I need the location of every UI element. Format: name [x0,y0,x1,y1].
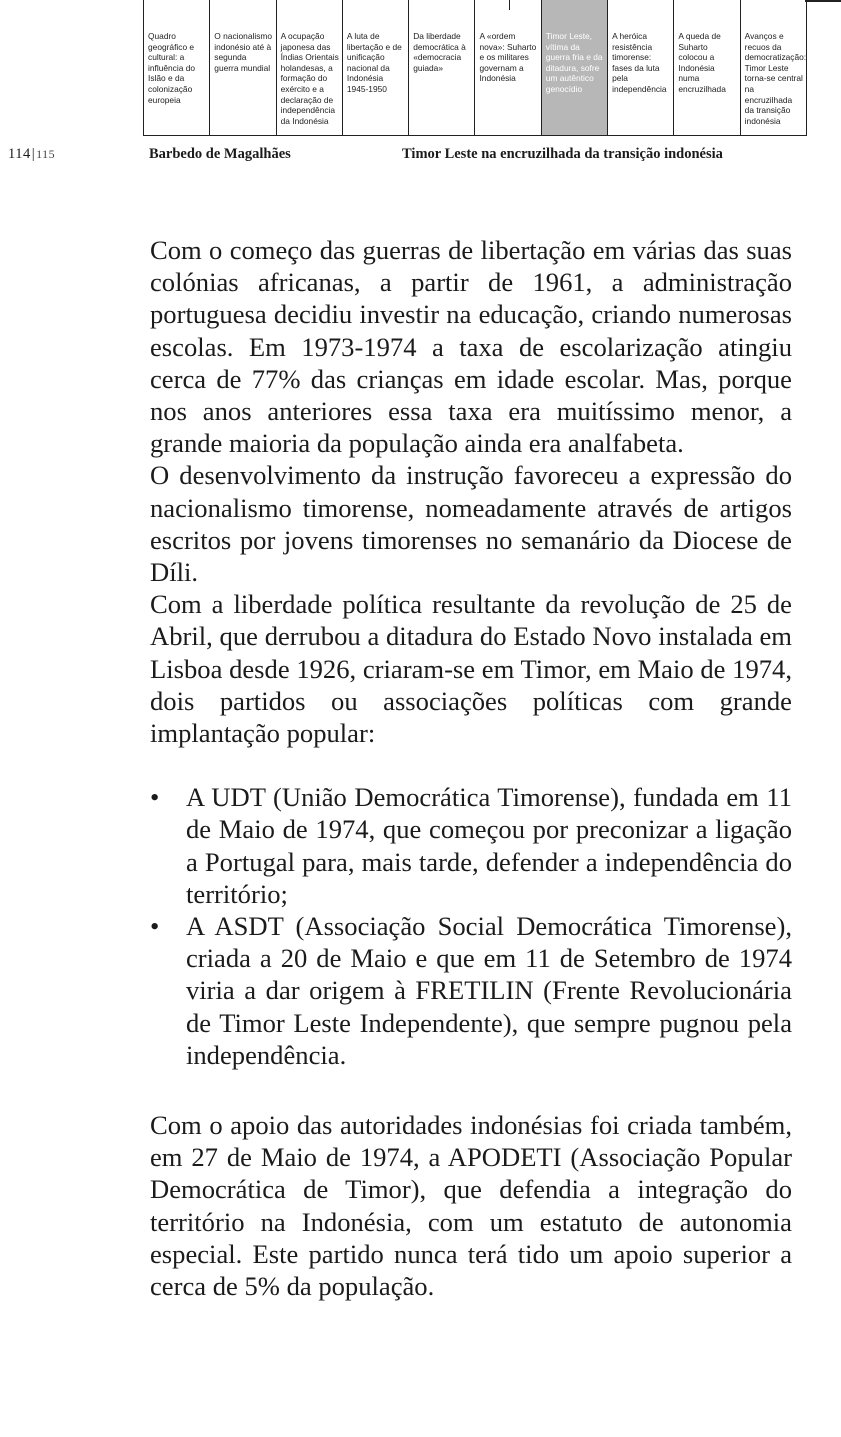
page-number-left: 114 [8,146,31,162]
folio-separator: | [31,146,36,162]
chapter-nav-item: Quadro geográfico e cultural: a influência do Islão e da colonização europeia [143,0,209,135]
bullet-list [150,781,792,1071]
paragraph: Com a liberdade política resultante da revolução de 25 de Abril, que derrubou a ditadura do Estado Novo instalada em Lisboa desde 1926, criaram-se em Timor, em Maio de 1974, dois partidos ou associações políticas com grande implantação popular: [150,589,792,749]
spacer [150,1071,792,1109]
chapter-nav-item: A luta de libertação e de unificação nacional da Indonésia 1945-1950 [342,0,408,135]
chapter-navigation-strip [143,0,807,136]
chapter-nav-item-current: Timor Leste, vítima da guerra fria e da ditadura, sofre um autêntico genocídio [541,0,607,135]
paragraph: Com o começo das guerras de libertação em várias das suas colónias africanas, a partir de 1961, a administração portuguesa decidiu investir na educação, criando numerosas escolas. Em 1973-1974 a taxa de escolarização atingiu cerca de 77% das crianças em idade escolar. Mas, porque nos anos anteriores essa taxa era muitíssimo menor, a grande maioria da população ainda era analfabeta. [150,235,792,459]
page-edge-rule [805,0,841,2]
page-number-right: 115 [36,147,56,161]
bullet-item: • A ASDT (Associação Social Democrática Timorense), criada a 20 de Maio e que em 11 de Setembro de 1974 viria a dar origem à FRETILIN (Frente Revolucionária de Timor Leste Independente), que sempre pugnou pela independência. [150,910,792,1071]
chapter-nav-item: A «ordem nova»: Suharto e os militares governam a Indonésia [474,0,540,135]
book-title: Timor Leste na encruzilhada da transição indonésia [402,146,723,162]
author-name: Barbedo de Magalhães [149,146,291,162]
chapter-nav-item: A queda de Suharto colocou a Indonésia numa encruzilhada [673,0,739,135]
page-numbers [8,146,55,163]
chapter-nav-item: Avanços e recuos da democratização: Timor Leste torna-se central na encruzilhada da transição indonésia [740,0,807,135]
paragraph: O desenvolvimento da instrução favoreceu a expressão do nacionalismo timorense, nomeadamente através de artigos escritos por jovens timorenses no semanário da Diocese de Díli. [150,460,792,588]
chapter-nav-item: O nacionalismo indonésio até à segunda guerra mundial [209,0,275,135]
main-text [150,234,792,1302]
running-head [0,146,841,166]
bullet-item: • A UDT (União Democrática Timorense), fundada em 11 de Maio de 1974, que começou por preconizar a ligação a Portugal para, mais tarde, defender a independência do território; [150,781,792,910]
paragraph: Com o apoio das autoridades indonésias foi criada também, em 27 de Maio de 1974, a APODETI (Associação Popular Democrática de Timor), que defendia a integração do território na Indonésia, com um estatuto de autonomia especial. Este partido nunca terá tido um apoio superior a cerca de 5% da população. [150,1110,792,1302]
chapter-nav-item: Da liberdade democrática à «democracia guiada» [408,0,474,135]
chapter-nav-item: A ocupação japonesa das Índias Orientais holandesas, a formação do exército e a declaração de independência da Indonésia [276,0,342,135]
chapter-nav-item: A heróica resistência timorense: fases da luta pela independência [607,0,673,135]
